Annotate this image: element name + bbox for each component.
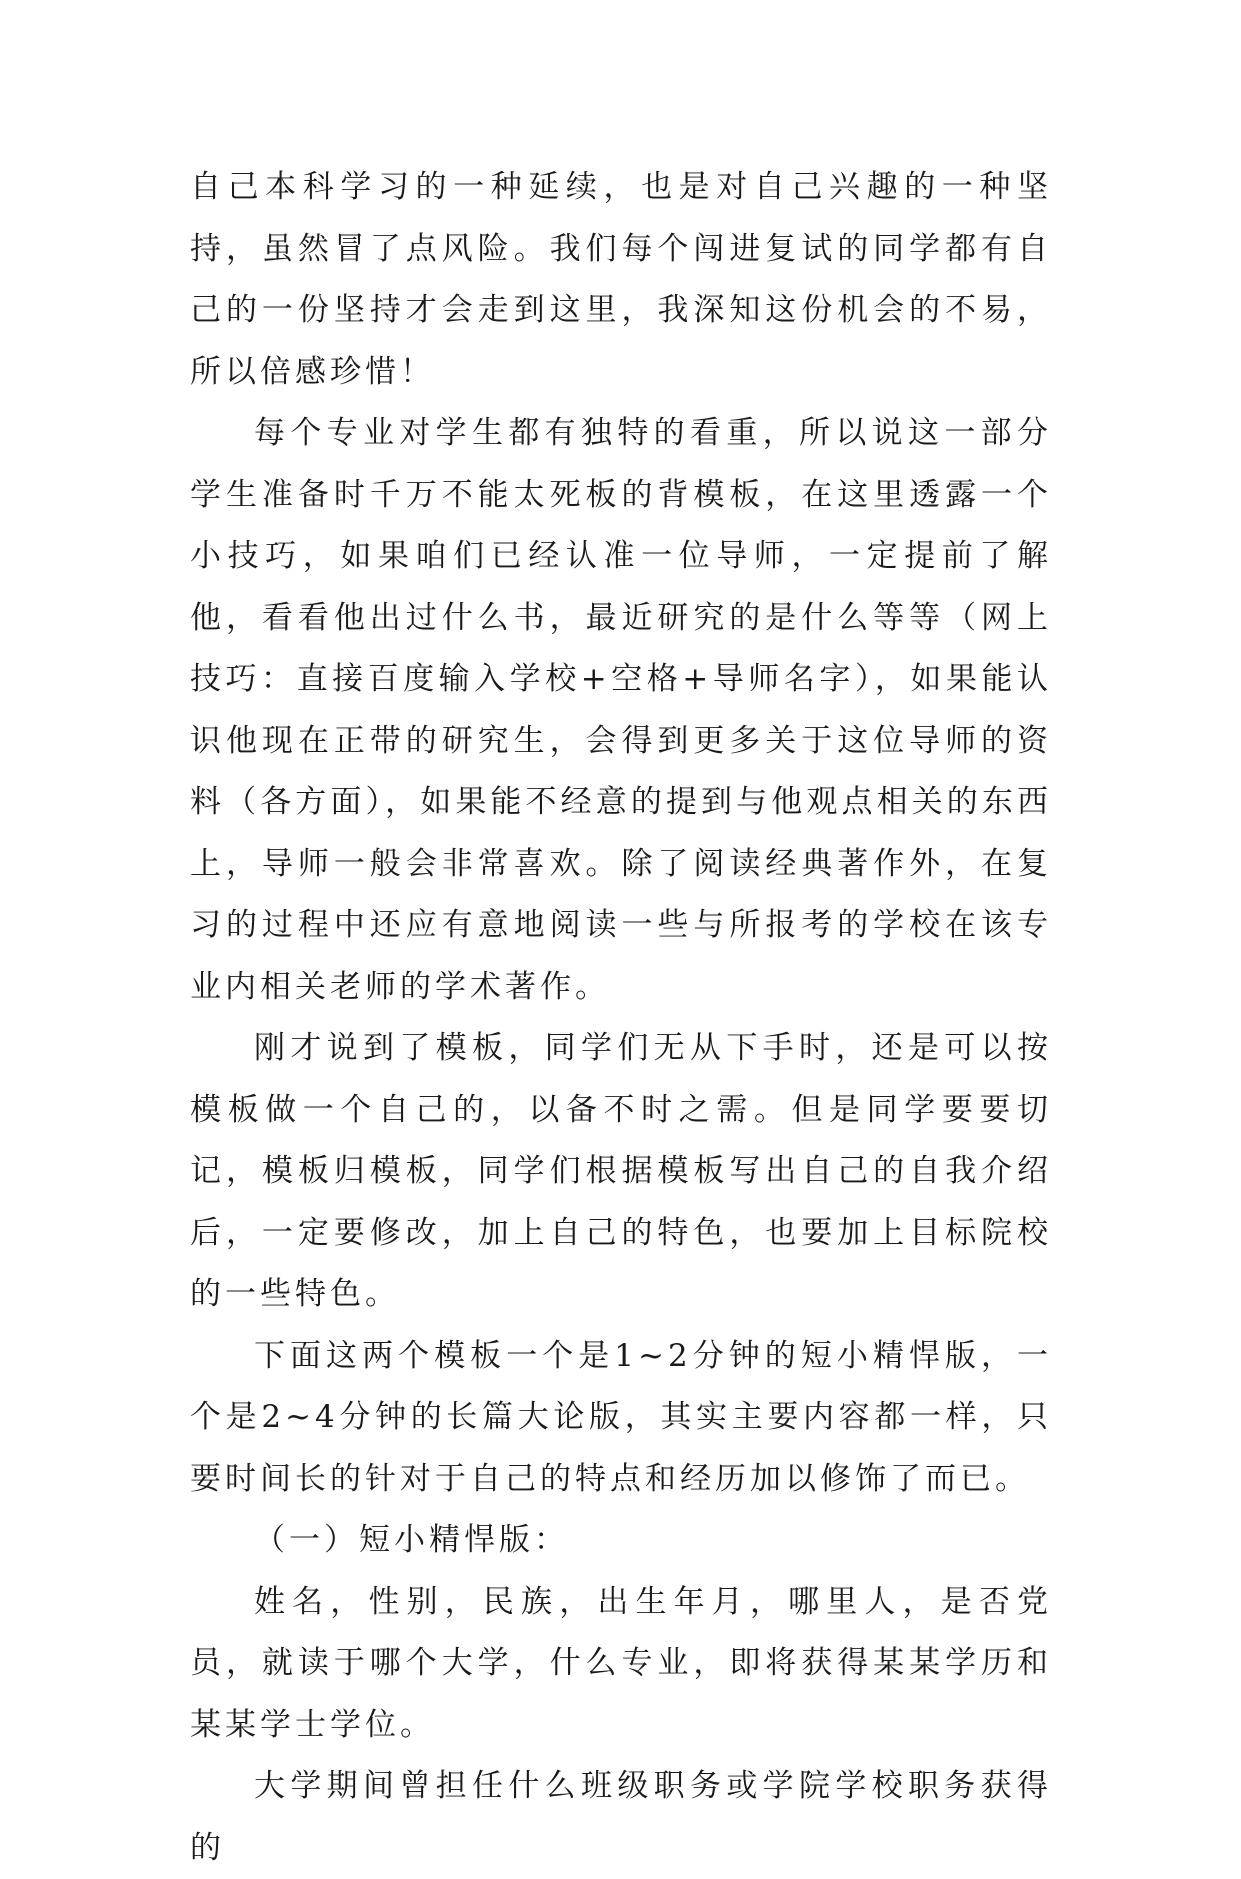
paragraph-specialty-tips: 每个专业对学生都有独特的看重，所以说这一部分学生准备时千万不能太死板的背模板，在这里透露一个小技巧，如果咱们已经认准一位导师，一定提前了解他，看看他出过什么书，最近研究的是什么等等（网上技巧：直接百度输入学校+空格+导师名字），如果能认识他现在正带的研究生，会得到更多关于这位导师的资料（各方面），如果能不经意的提到与他观点相关的东西上，导师一般会非常喜欢。除了阅读经典著作外，在复习的过程中还应有意地阅读一些与所报考的学校在该专业内相关老师的学术著作。 [190,415,1052,1005]
document-body [190,157,1052,1879]
paragraph-university-roles: 大学期间曾担任什么班级职务或学院学校职务获得的 [190,1768,1052,1866]
paragraph-two-templates: 下面这两个模板一个是1~2分钟的短小精悍版，一个是2~4分钟的长篇大论版，其实主要内容都一样，只要时间长的针对于自己的特点和经历加以修饰了而已。 [190,1337,1052,1497]
section-heading-short-version: （一）短小精悍版： [254,1522,569,1558]
paragraph-basic-info: 姓名，性别，民族，出生年月，哪里人，是否党员，就读于哪个大学，什么专业，即将获得某某学历和某某学士学位。 [190,1583,1052,1743]
paragraph-continuation: 自己本科学习的一种延续，也是对自己兴趣的一种坚持，虽然冒了点风险。我们每个闯进复试的同学都有自己的一份坚持才会走到这里，我深知这份机会的不易，所以倍感珍惜！ [190,169,1052,390]
paragraph-templates: 刚才说到了模板，同学们无从下手时，还是可以按模板做一个自己的，以备不时之需。但是同学要要切记，模板归模板，同学们根据模板写出自己的自我介绍后，一定要修改，加上自己的特色，也要加上目标院校的一些特色。 [190,1030,1052,1312]
